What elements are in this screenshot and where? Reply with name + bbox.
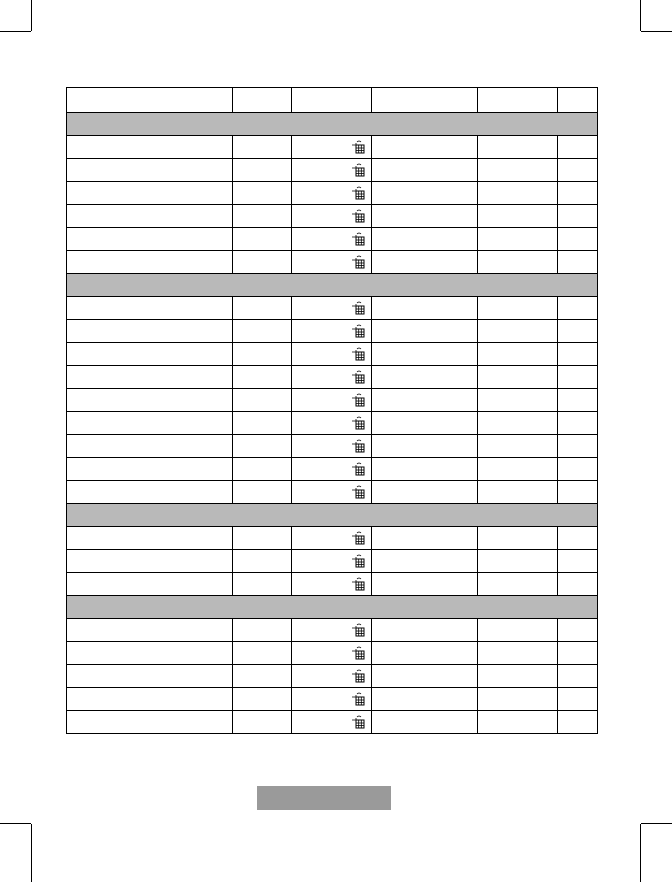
table-row <box>67 251 598 274</box>
header-cell <box>67 88 233 113</box>
table-cell <box>233 182 292 205</box>
table-cell <box>372 619 478 642</box>
table-cell <box>372 320 478 343</box>
table-cell <box>478 182 558 205</box>
washing-tub-icon <box>351 186 365 200</box>
table-cell <box>372 550 478 573</box>
table-cell <box>478 297 558 320</box>
table-cell <box>478 320 558 343</box>
table-cell <box>233 481 292 504</box>
section-label <box>67 274 598 297</box>
table-row <box>67 320 598 343</box>
table-cell <box>478 642 558 665</box>
table-row <box>67 711 598 734</box>
header-cell <box>372 88 478 113</box>
table-cell <box>67 320 233 343</box>
icon-cell <box>292 182 372 205</box>
icon-cell <box>292 481 372 504</box>
table-cell <box>372 389 478 412</box>
section-label <box>67 504 598 527</box>
table-cell <box>67 619 233 642</box>
washing-tub-icon <box>351 554 365 568</box>
table-cell <box>233 665 292 688</box>
program-table <box>66 87 598 734</box>
header-cell <box>478 88 558 113</box>
table-cell <box>67 665 233 688</box>
table-cell <box>372 481 478 504</box>
icon-cell <box>292 458 372 481</box>
table-cell <box>372 343 478 366</box>
icon-cell <box>292 159 372 182</box>
crop-mark-bottom-left-h <box>0 823 31 824</box>
table-cell <box>478 481 558 504</box>
table-cell <box>233 711 292 734</box>
table-cell <box>372 366 478 389</box>
table-cell <box>558 573 598 596</box>
table-cell <box>478 573 558 596</box>
table-cell <box>478 228 558 251</box>
table-cell <box>478 366 558 389</box>
table-cell <box>372 527 478 550</box>
washing-tub-icon <box>351 301 365 315</box>
table-cell <box>233 366 292 389</box>
washing-tub-icon <box>351 255 365 269</box>
table-cell <box>558 320 598 343</box>
table-cell <box>233 228 292 251</box>
section-row <box>67 274 598 297</box>
table-cell <box>558 389 598 412</box>
washing-tub-icon <box>351 324 365 338</box>
table-cell <box>372 182 478 205</box>
table-cell <box>372 711 478 734</box>
table-cell <box>478 550 558 573</box>
table-row <box>67 665 598 688</box>
icon-cell <box>292 205 372 228</box>
crop-mark-top-left-h <box>0 31 31 32</box>
section-row <box>67 113 598 136</box>
table-cell <box>233 159 292 182</box>
table-cell <box>372 642 478 665</box>
table-cell <box>372 297 478 320</box>
table-cell <box>558 458 598 481</box>
table-cell <box>478 711 558 734</box>
icon-cell <box>292 228 372 251</box>
table-cell <box>372 228 478 251</box>
table-row <box>67 573 598 596</box>
table-cell <box>67 297 233 320</box>
table-cell <box>372 435 478 458</box>
icon-cell <box>292 527 372 550</box>
table-cell <box>372 251 478 274</box>
crop-mark-top-left-v <box>31 0 32 31</box>
section-label <box>67 596 598 619</box>
crop-mark-bottom-left-v <box>31 824 32 882</box>
table-cell <box>67 412 233 435</box>
table-cell <box>233 136 292 159</box>
table-cell <box>67 458 233 481</box>
table-cell <box>478 251 558 274</box>
table-cell <box>372 665 478 688</box>
table-cell <box>233 619 292 642</box>
table-cell <box>67 527 233 550</box>
table-cell <box>67 573 233 596</box>
table-cell <box>233 320 292 343</box>
table-cell <box>558 297 598 320</box>
table-cell <box>558 228 598 251</box>
table-cell <box>67 389 233 412</box>
table-cell <box>372 458 478 481</box>
washing-tub-icon <box>351 623 365 637</box>
washing-tub-icon <box>351 370 365 384</box>
table-cell <box>67 136 233 159</box>
table-row <box>67 642 598 665</box>
washing-tub-icon <box>351 439 365 453</box>
table-row <box>67 481 598 504</box>
washing-tub-icon <box>351 416 365 430</box>
table-row <box>67 136 598 159</box>
table-cell <box>67 550 233 573</box>
table-row <box>67 228 598 251</box>
icon-cell <box>292 320 372 343</box>
table-cell <box>558 688 598 711</box>
table-row <box>67 412 598 435</box>
table-cell <box>558 435 598 458</box>
table-cell <box>478 619 558 642</box>
icon-cell <box>292 642 372 665</box>
table-row <box>67 389 598 412</box>
washing-tub-icon <box>351 140 365 154</box>
table-cell <box>67 481 233 504</box>
table-cell <box>372 205 478 228</box>
table-header-row <box>67 88 598 113</box>
table-cell <box>558 159 598 182</box>
washing-tub-icon <box>351 715 365 729</box>
washing-tub-icon <box>351 577 365 591</box>
icon-cell <box>292 297 372 320</box>
icon-cell <box>292 688 372 711</box>
table-cell <box>558 550 598 573</box>
table-cell <box>558 136 598 159</box>
washing-tub-icon <box>351 393 365 407</box>
table-cell <box>478 205 558 228</box>
table-row <box>67 619 598 642</box>
table-cell <box>67 182 233 205</box>
table-cell <box>478 435 558 458</box>
icon-cell <box>292 711 372 734</box>
table-cell <box>233 435 292 458</box>
header-cell <box>558 88 598 113</box>
table-cell <box>233 251 292 274</box>
table-cell <box>67 366 233 389</box>
table-row <box>67 435 598 458</box>
table-cell <box>478 527 558 550</box>
page-number-bar <box>257 786 391 810</box>
table-row <box>67 550 598 573</box>
table-row <box>67 297 598 320</box>
table-cell <box>372 688 478 711</box>
icon-cell <box>292 435 372 458</box>
table-row <box>67 205 598 228</box>
washing-tub-icon <box>351 462 365 476</box>
icon-cell <box>292 251 372 274</box>
table-cell <box>478 159 558 182</box>
table-cell <box>558 412 598 435</box>
table-cell <box>372 573 478 596</box>
icon-cell <box>292 136 372 159</box>
table-row <box>67 458 598 481</box>
table-cell <box>67 251 233 274</box>
table-cell <box>558 251 598 274</box>
table-cell <box>67 642 233 665</box>
icon-cell <box>292 573 372 596</box>
table-cell <box>558 205 598 228</box>
table-cell <box>558 182 598 205</box>
section-row <box>67 504 598 527</box>
icon-cell <box>292 366 372 389</box>
table-cell <box>558 711 598 734</box>
table-cell <box>233 343 292 366</box>
header-cell <box>233 88 292 113</box>
washing-tub-icon <box>351 485 365 499</box>
table-cell <box>558 642 598 665</box>
icon-cell <box>292 389 372 412</box>
washing-tub-icon <box>351 531 365 545</box>
table-row <box>67 688 598 711</box>
table-cell <box>233 412 292 435</box>
washing-tub-icon <box>351 347 365 361</box>
table-cell <box>372 159 478 182</box>
table-cell <box>67 159 233 182</box>
table-cell <box>67 688 233 711</box>
header-cell <box>292 88 372 113</box>
table-row <box>67 182 598 205</box>
table-cell <box>478 412 558 435</box>
table-cell <box>233 297 292 320</box>
table-cell <box>558 665 598 688</box>
table-cell <box>478 136 558 159</box>
table-cell <box>233 573 292 596</box>
table-cell <box>233 688 292 711</box>
table-cell <box>67 205 233 228</box>
table-cell <box>478 688 558 711</box>
table-row <box>67 159 598 182</box>
table-cell <box>558 619 598 642</box>
washing-tub-icon <box>351 209 365 223</box>
table-cell <box>233 205 292 228</box>
washing-tub-icon <box>351 163 365 177</box>
table-cell <box>233 642 292 665</box>
crop-mark-top-right-v <box>640 0 641 31</box>
table-cell <box>478 389 558 412</box>
washing-tub-icon <box>351 646 365 660</box>
icon-cell <box>292 550 372 573</box>
table-cell <box>67 711 233 734</box>
table-cell <box>478 665 558 688</box>
icon-cell <box>292 665 372 688</box>
washing-tub-icon <box>351 692 365 706</box>
icon-cell <box>292 619 372 642</box>
table-cell <box>478 458 558 481</box>
section-label <box>67 113 598 136</box>
washing-tub-icon <box>351 669 365 683</box>
table-cell <box>67 343 233 366</box>
table-cell <box>372 412 478 435</box>
section-row <box>67 596 598 619</box>
crop-mark-bottom-right-v <box>640 824 641 882</box>
table-cell <box>67 228 233 251</box>
table-cell <box>558 366 598 389</box>
table-row <box>67 527 598 550</box>
washing-tub-icon <box>351 232 365 246</box>
icon-cell <box>292 343 372 366</box>
icon-cell <box>292 412 372 435</box>
table-cell <box>478 343 558 366</box>
table-row <box>67 343 598 366</box>
table-cell <box>67 435 233 458</box>
crop-mark-top-right-h <box>641 31 672 32</box>
table-cell <box>372 136 478 159</box>
crop-mark-bottom-right-h <box>641 823 672 824</box>
table-cell <box>233 527 292 550</box>
table-cell <box>233 458 292 481</box>
table-cell <box>558 527 598 550</box>
table-cell <box>233 550 292 573</box>
table-cell <box>558 343 598 366</box>
table-cell <box>558 481 598 504</box>
table-cell <box>233 389 292 412</box>
table-row <box>67 366 598 389</box>
